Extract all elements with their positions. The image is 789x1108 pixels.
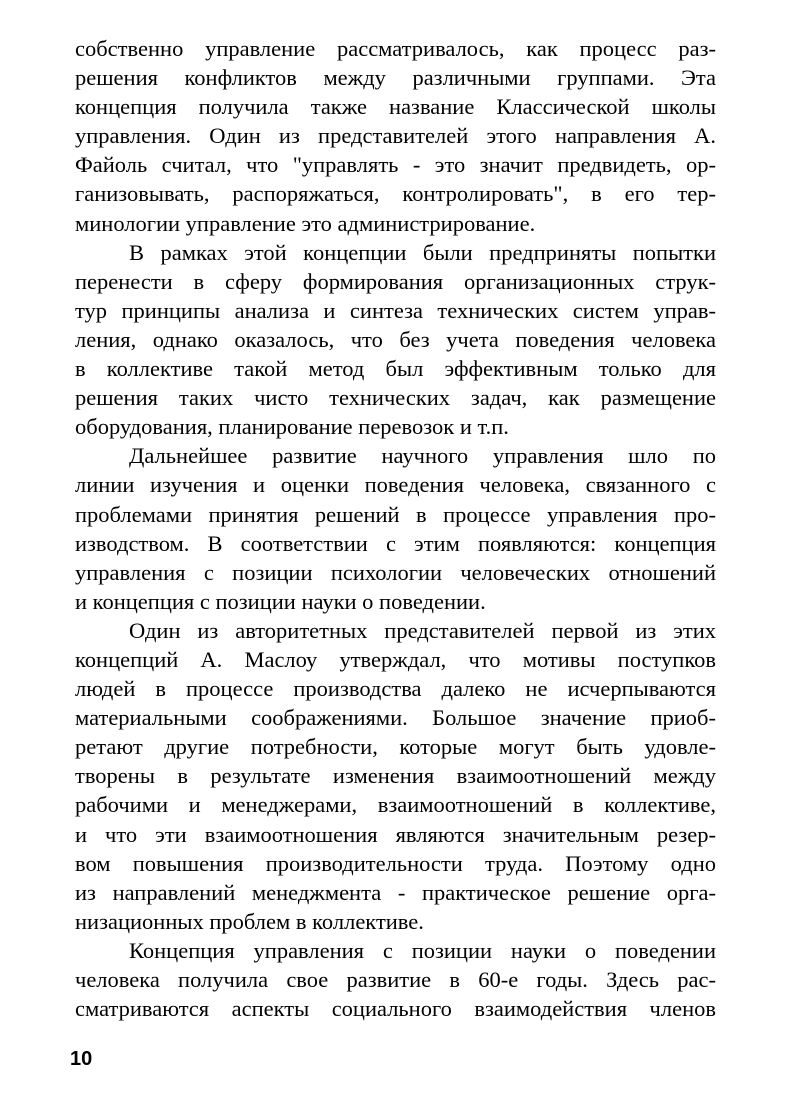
text-line: оборудования, планирование перевозок и т.п. bbox=[75, 414, 509, 440]
text-line: проблемами принятия решений в процессе управления про- bbox=[75, 501, 716, 527]
text-line: Один из авторитетных представителей первой из этих bbox=[129, 617, 716, 643]
text-line: концепций А. Маслоу утверждал, что мотивы поступков bbox=[75, 646, 716, 672]
text-line: людей в процессе производства далеко не исчерпываются bbox=[75, 676, 716, 702]
page-body bbox=[75, 34, 716, 1023]
text-line: Файоль считал, что "управлять - это значит предвидеть, ор- bbox=[75, 152, 716, 178]
text-line: ретают другие потребности, которые могут быть удовле- bbox=[75, 734, 716, 760]
text-line: тур принципы анализа и синтеза технических систем управ- bbox=[75, 297, 716, 323]
text-line: и что эти взаимоотношения являются значительным резер- bbox=[75, 821, 716, 847]
paragraph-1 bbox=[75, 34, 716, 238]
paragraph-4 bbox=[75, 616, 716, 936]
text-line: изводством. В соответствии с этим появляются: концепция bbox=[75, 530, 716, 556]
text-line: вом повышения производительности труда. Поэтому одно bbox=[75, 850, 716, 876]
text-line: перенести в сферу формирования организационных струк- bbox=[75, 268, 716, 294]
text-line: управления. Один из представителей этого направления А. bbox=[75, 123, 716, 149]
text-line: низационных проблем в коллективе. bbox=[75, 908, 424, 934]
text-line: минологии управление это администрирование. bbox=[75, 210, 536, 236]
text-line: сматриваются аспекты социального взаимодействия членов bbox=[75, 996, 716, 1022]
text-line: материальными соображениями. Большое значение приоб- bbox=[75, 705, 716, 731]
text-line: собственно управление рассматривалось, как процесс раз- bbox=[75, 36, 716, 61]
text-line: решения конфликтов между различными группами. Эта bbox=[75, 65, 716, 91]
page-number: 10 bbox=[70, 1048, 93, 1070]
text-line: ления, однако оказалось, что без учета поведения человека bbox=[75, 326, 716, 352]
text-line: творены в результате изменения взаимоотношений между bbox=[75, 763, 716, 789]
text-line: линии изучения и оценки поведения человека, связанного с bbox=[75, 472, 716, 498]
text-line: ганизовывать, распоряжаться, контролировать", в его тер- bbox=[75, 181, 716, 207]
text-line: и концепция с позиции науки о поведении. bbox=[75, 588, 486, 614]
paragraph-2 bbox=[75, 238, 716, 442]
text-line: в коллективе такой метод был эффективным только для bbox=[75, 356, 716, 382]
text-line: из направлений менеджмента - практическое решение орга- bbox=[75, 879, 716, 905]
text-line: человека получила свое развитие в 60-е годы. Здесь рас- bbox=[75, 967, 716, 992]
text-line: В рамках этой концепции были предприняты попытки bbox=[129, 239, 716, 265]
paragraph-5 bbox=[75, 936, 716, 1023]
text-line: Дальнейшее развитие научного управления шло по bbox=[129, 443, 716, 469]
paragraph-3 bbox=[75, 441, 716, 616]
text-line: Концепция управления с позиции науки о поведении bbox=[129, 937, 716, 963]
text-line: рабочими и менеджерами, взаимоотношений в коллективе, bbox=[75, 792, 716, 818]
text-line: концепция получила также название Классической школы bbox=[75, 94, 716, 120]
text-line: решения таких чисто технических задач, как размещение bbox=[75, 385, 716, 411]
text-line: управления с позиции психологии человеческих отношений bbox=[75, 559, 716, 585]
